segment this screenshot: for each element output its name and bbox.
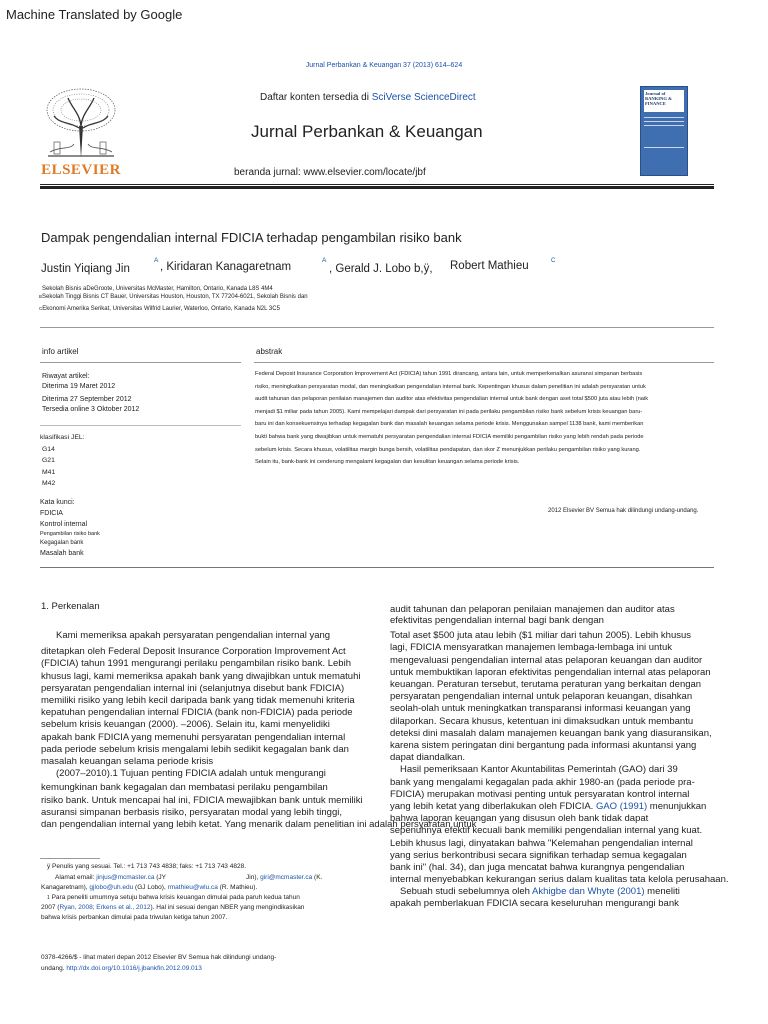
paragraph-line: bank yang mengalami kegagalan pada akhir 1980-an (pada periode pra- [390,776,695,788]
section-heading-introduction: 1. Perkenalan [41,601,100,612]
author-lobo: , Gerald J. Lobo b,ÿ, [329,263,433,275]
paragraph-line: bahwa laporan keuangan yang disusun oleh bank tidak dapat [390,813,649,825]
keyword-item: Kontrol internal [40,521,88,528]
paragraph-line: ditetapkan oleh Federal Deposit Insurance Corporation Improvement Act [41,646,346,658]
email-line-2 [41,883,381,893]
paragraph-line: masalah keuangan selama periode krisis [41,756,214,768]
paragraph-line: risiko bank. Untuk mencapai hal ini, FDICIA mewajibkan bank untuk memiliki [41,794,363,806]
contents-line [260,92,476,103]
affiliation-c-mark: C [39,306,43,311]
keyword-item: FDICIA [40,510,63,517]
paragraph-line [390,801,730,813]
email-link-kanagaretnam[interactable]: giri@mcmaster.ca [260,874,313,881]
gao-citation-link[interactable]: GAO (1991) [595,801,648,813]
email-after-2: (K. [312,874,323,881]
affiliation-a: Sekolah Bisnis aDeGroote, Universitas McMaster, Hamilton, Ontario, Kanada L8S 4M4 [42,286,273,292]
email-tail-1: Jin), [246,874,261,881]
homepage-line [234,167,426,178]
paragraph-line: pada periode sebelum krisis mengalami lebih sedikit kegagalan bank dan [41,743,349,755]
footnote-1-line-3: bahwa krisis perbankan dimulai pada triwulan ketiga tahun 2007. [41,914,228,921]
affiliation-b-text: Sekolah Tinggi Bisnis CT Bauer, Universitas Houston, Houston, TX 77204-6021, Sekolah Bisnis dan [42,294,308,300]
paragraph-line: mengevaluasi pengendalian internal atas pelaporan keuangan dan auditor [390,654,703,666]
paragraph-line: sebelum krisis keuangan (2000). –2006). Selain itu, kami menyelidiki [41,719,330,731]
abstract-line: Selain itu, bank-bank ini cenderung mengalami kegagalan dan kesulitan keuangan selama periode krisis. [255,459,520,466]
paragraph-line: asuransi simpanan berbasis risiko, persyaratan modal yang lebih tinggi, [41,806,342,818]
keyword-item: Pengambilan risiko bank [40,531,100,537]
jel-code: G14 [42,445,55,453]
paragraph-line [390,886,730,898]
footnote-1-citation[interactable]: Ryan, 2008; Erkens et al., 2012 [59,904,151,911]
email-label: Alamat email: [55,874,97,881]
revised-date: Diterima 27 September 2012 [42,396,132,403]
paragraph-line: kepatuhan pengendalian internal FDICIA (bank non-FDICIA) pada periode [41,707,353,719]
abstract-line: audit tahunan dan pelaporan penilaian manajemen dan auditor atas efektivitas pengendalian internal untuk bank dengan aset total $500 juta atau lebih (naik [255,396,649,403]
article-title: Dampak pengendalian internal FDICIA terhadap pengambilan risiko bank [41,230,462,245]
online-date: Tersedia online 3 Oktober 2012 [42,406,140,413]
footnote-1-line-1 [41,893,381,903]
footnote-1-text: Para peneliti umumnya setuju bahwa krisis keuangan dimulai pada paruh kedua tahun [51,894,300,901]
email-after-4: (R. Mathieu). [217,884,258,891]
affiliation-mark-a2[interactable]: A [322,257,327,264]
intro-right-column [390,604,730,909]
paragraph-line: persyaratan pengendalian internal untuk pelaporan keuangan, disahkan [390,691,693,703]
article-history [42,372,139,415]
abstract-body [255,368,717,469]
homepage-url[interactable]: www.elsevier.com/locate/jbf [303,167,426,178]
paragraph-line: yang serius berkontribusi secara signifikan terhadap semua kegagalan [390,849,687,861]
gao-line-post: menunjukkan [647,801,707,813]
article-info-rule [40,362,241,363]
jel-label: klasifikasi JEL: [40,434,85,441]
paragraph-line: lagi, FDICIA mensyaratkan manajemen lembaga-lembaga ini untuk [390,642,672,654]
paragraph-line: Kami memeriksa apakah persyaratan pengendalian internal yang [56,630,331,641]
elsevier-logo[interactable] [40,86,122,178]
paragraph-line: internal menyebabkan kekurangan serius dalam kualitas tata kelola perusahaan. [390,874,729,886]
keywords-label: Kata kunci: [40,499,75,506]
journal-name: Jurnal Perbankan & Keuangan [251,122,483,141]
footnote-1-pre: 2007 ( [41,904,60,911]
sciencedirect-link[interactable]: SciVerse ScienceDirect [371,92,476,103]
paragraph-line: bank ini" (hal. 34), dan juga mencatat bahwa kurangnya pengendalian [390,862,685,874]
keyword-item: Kegagalan bank [40,540,84,546]
email-link-lobo[interactable]: gjlobo@uh.edu [89,884,134,891]
footnote-1-post: ). Hal ini sesuai dengan NBER yang mengindikasikan [150,904,305,911]
paragraph-line: keuangan. Peraturan tersebut, terutama peraturan yang berkaitan dengan [390,679,702,691]
email-after-1: (JY [154,874,167,881]
paragraph-line: khusus lagi, kami memeriksa apakah bank yang diwajibkan untuk mematuhi [41,670,361,682]
email-line-1 [41,873,381,883]
elsevier-tree-icon [40,86,122,160]
homepage-prefix: beranda jurnal: [234,167,304,178]
akhigbe-citation-link[interactable]: Akhigbe dan Whyte (2001) [532,886,645,898]
history-rule [40,425,241,426]
jel-code: M41 [42,468,56,476]
paragraph-line: audit tahunan dan pelaporan penilaian manajemen dan auditor atas [390,604,675,615]
paragraph-line: (FDICIA) tahun 1991 mengurangi perilaku pengambilan risiko bank. Lebih [41,658,351,670]
issn-doi [41,952,276,974]
doi-link[interactable]: http://dx.doi.org/10.1016/j.jbankfin.2012.09.013 [66,965,202,972]
keyword-item: Masalah bank [40,550,84,557]
abstract-line: risiko, meningkatkan persyaratan modal, dan meningkatkan pengendalian internal bank. Kepentingan khusus dalam penelitian ini adalah persyaratan untuk [255,383,646,390]
keywords [40,497,100,559]
paragraph-line: persyaratan pengendalian internal ini (selanjutnya disebut bank FDICIA) [41,682,345,694]
footnote-rule [40,858,100,859]
footnotes [41,862,381,923]
paragraph-line: untuk membuktikan laporan efektivitas pengendalian internal atas pelaporan [390,666,711,678]
paragraph-line: kemungkinan bank kegagalan dan membatasi perilaku pengambilan [41,782,328,794]
email-line2-pre: Kanagaretnam), [41,884,90,891]
abstract-copyright: 2012 Elsevier BV Semua hak dilindungi undang-undang. [548,508,699,514]
author-kanagaretnam: , Kiridaran Kanagaretnam [160,261,292,273]
jel-code: M42 [42,480,56,487]
author-mathieu: Robert Mathieu [450,260,529,272]
paragraph-line: sepenuhnya efektif kecuali bank memiliki pengendalian internal yang kuat. [390,825,703,837]
paragraph-line: deteksi dini masalah dalam manajemen keuangan bank yang diasuransikan, [390,727,712,739]
corresponding-author-note: ÿ Penulis yang sesuai. Tel.: +1 713 743 4838; faks: +1 713 743 4828. [47,863,246,870]
paragraph-line: Hasil pemeriksaan Kantor Akuntabilitas Pemerintah (GAO) dari 39 [400,764,678,776]
abstract-line: menjadi $1 miliar pada tahun 2005). Kami mempelajari dampak dari persyaratan ini pada perilaku pengambilan risiko bank sebelum krisis keuangan baru- [255,408,643,415]
jel-classification [40,432,85,490]
cover-title: Journal of BANKING & FINANCE [645,91,672,106]
email-link-jin[interactable]: jinjus@mcmaster.ca [96,874,155,881]
paragraph-line: apakah bank FDICIA yang memenuhi persyaratan pengendalian internal [41,731,346,743]
affiliation-mark-c[interactable]: C [551,258,556,264]
prior-study-post: meneliti [644,886,680,898]
doi-line [41,963,276,974]
publisher-name: ELSEVIER [41,162,121,178]
received-date: Diterima 19 Maret 2012 [42,383,116,390]
affiliation-mark-a1[interactable]: A [154,257,159,264]
author-jin: Justin Yiqiang Jin [41,263,130,275]
front-matter-rule [40,567,714,568]
paragraph-line: FDICIA) merupakan motivasi penting untuk persyaratan kontrol internal [390,788,690,800]
paragraph-line: memiliki risiko yang lebih kecil daripada bank yang tidak memenuhi kriteria [41,695,355,707]
paragraph-line: efektivitas pengendalian internal bagi bank dengan [390,615,604,627]
abstract-rule [254,362,714,363]
header-rule-thick [40,186,714,189]
paragraph-line: dan pengendalian internal yang lebih ketat. Yang menarik dalam penelitian ini adalah persyaratan untuk [41,819,477,831]
abstract-line: bukti bahwa bank yang diwajibkan untuk mematuhi persyaratan pengendalian internal FDICIA memiliki pengambilan risiko yang lebih rendah pada periode [255,433,644,440]
email-after-3: (GJ Lobo), [133,884,168,891]
translation-banner: Machine Translated by Google [6,7,183,22]
paragraph-line: dilaporkan. Secara khusus, ketentuan ini dimaksudkan untuk membantu [390,715,694,727]
authors-line [41,257,741,281]
paragraph-line: karena sistem peringatan dini bergantung pada informasi akuntansi yang [390,740,697,752]
abstract-heading: abstrak [256,347,283,356]
affiliation-c [39,306,280,312]
issn-line: 0378-4266/$ - lihat materi depan 2012 Elsevier BV Semua hak dilindungi undang- [41,954,277,961]
footnote-mark: 1 [47,895,50,901]
affiliation-b-mark: B [39,294,43,299]
article-info-heading: info artikel [42,347,79,356]
abstract-line: baru ini dan konsekuensinya terhadap kegagalan bank dan masalah keuangan selama periode krisis. Menggunakan sampel 1138 bank, kami memberikan [255,421,644,428]
paragraph-line: Total aset $500 juta atau lebih ($1 miliar dari tahun 2005). Lebih khusus [390,630,692,642]
prior-study-pre: Sebuah studi sebelumnya oleh [400,886,533,898]
paragraph-line: seolah-olah untuk meningkatkan transparansi informasi keuangan yang [390,703,691,715]
affiliation-b [39,294,308,300]
doi-pre: undang. [41,965,67,972]
abstract-line: sebelum krisis. Secara khusus, volatilitas margin bunga bersih, volatilitas pendapatan, dan skor Z menunjukkan perilaku pengambilan risiko yang kurang. [255,446,641,453]
header-rule-thin [40,184,714,185]
paragraph-line: apakah pemberlakuan FDICIA secara keseluruhan mengurangi bank [390,897,679,909]
paragraph-line: Lebih khusus lagi, dinyatakan bahwa "Kelemahan pengendalian internal [390,837,693,849]
email-link-mathieu[interactable]: rmathieu@wlu.ca [167,884,218,891]
footnote-1-line-2 [41,903,381,913]
journal-cover-thumbnail[interactable] [640,86,688,176]
affiliation-rule [40,327,714,328]
paragraph-line: dapat diandalkan. [390,752,466,764]
jel-code: G21 [42,457,55,464]
journal-reference-link[interactable]: Jurnal Perbankan & Keuangan 37 (2013) 614–624 [305,62,463,69]
paragraph-line: (2007–2010).1 Tujuan penting FDICIA adalah untuk mengurangi [56,768,326,780]
abstract-line: Federal Deposit Insurance Corporation Improvement Act (FDICIA) tahun 1991 dirancang, antara lain, untuk memperkenalkan asuransi simpanan berbasis [255,371,643,377]
affiliation-c-text: Ekonomi Amerika Serikat, Universitas Wilfrid Laurier, Waterloo, Ontario, Kanada N2L 3C5 [42,306,280,312]
gao-line-pre: yang lebih ketat yang diberlakukan oleh FDICIA. [390,801,596,813]
history-label: Riwayat artikel: [42,373,90,380]
contents-prefix: Daftar konten tersedia di [260,92,372,103]
